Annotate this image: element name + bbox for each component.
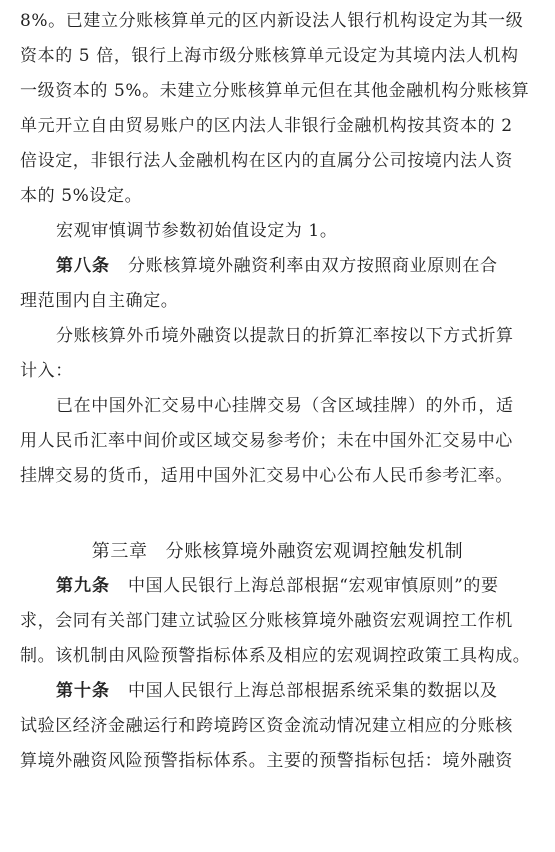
paragraph-macro-parameter: 宏观审慎调节参数初始值设定为 1。 — [56, 221, 338, 241]
paragraph-exchange-rate-continuation: 计入： — [20, 361, 73, 381]
article-9-label: 第九条 — [56, 576, 110, 596]
article-8-continuation: 理范围内自主确定。 — [20, 291, 179, 311]
article-9-continuation: 求，会同有关部门建立试验区分账核算境外融资宏观调控工作机 — [20, 611, 513, 631]
article-10 — [20, 674, 535, 709]
text-line: 资本的 5 倍，银行上海市级分账核算单元设定为其境内法人机构 — [20, 46, 519, 66]
chapter-title: 分账核算境外融资宏观调控触发机制 — [165, 541, 464, 562]
text-line: 本的 5%设定。 — [20, 186, 143, 206]
chapter-number: 第三章 — [91, 541, 148, 562]
article-9-continuation: 制。该机制由风险预警指标体系及相应的宏观调控政策工具构成。 — [20, 646, 531, 666]
text-line: 一级资本的 5%。未建立分账核算单元但在其他金融机构分账核算 — [20, 81, 530, 101]
paragraph-listed-currency: 已在中国外汇交易中心挂牌交易（含区域挂牌）的外币，适 — [56, 396, 514, 416]
article-9 — [20, 569, 535, 604]
article-8-label: 第八条 — [56, 256, 110, 276]
paragraph-listed-currency-line3: 挂牌交易的货币，适用中国外汇交易中心公布人民币参考汇率。 — [20, 466, 513, 486]
article-10-text: 中国人民银行上海总部根据系统采集的数据以及 — [128, 681, 498, 701]
paragraph-exchange-rate: 分账核算外币境外融资以提款日的折算汇率按以下方式折算 — [56, 326, 514, 346]
paragraph-listed-currency-line2: 用人民币汇率中间价或区域交易参考价；未在中国外汇交易中心 — [20, 431, 513, 451]
article-8 — [20, 249, 535, 284]
article-9-text: 中国人民银行上海总部根据“宏观审慎原则”的要 — [128, 576, 499, 596]
article-10-continuation: 算境外融资风险预警指标体系。主要的预警指标包括：境外融资 — [20, 751, 513, 771]
text-line: 单元开立自由贸易账户的区内法人非银行金融机构按其资本的 2 — [20, 116, 513, 136]
text-line: 倍设定，非银行法人金融机构在区内的直属分公司按境内法人资 — [20, 151, 513, 171]
text-line: 8%。已建立分账核算单元的区内新设法人银行机构设定为其一级 — [20, 11, 524, 31]
article-10-label: 第十条 — [56, 681, 110, 701]
article-8-text: 分账核算境外融资利率由双方按照商业原则在合 — [128, 256, 498, 276]
article-10-continuation: 试验区经济金融运行和跨境跨区资金流动情况建立相应的分账核 — [20, 716, 513, 736]
chapter-heading — [20, 534, 535, 569]
